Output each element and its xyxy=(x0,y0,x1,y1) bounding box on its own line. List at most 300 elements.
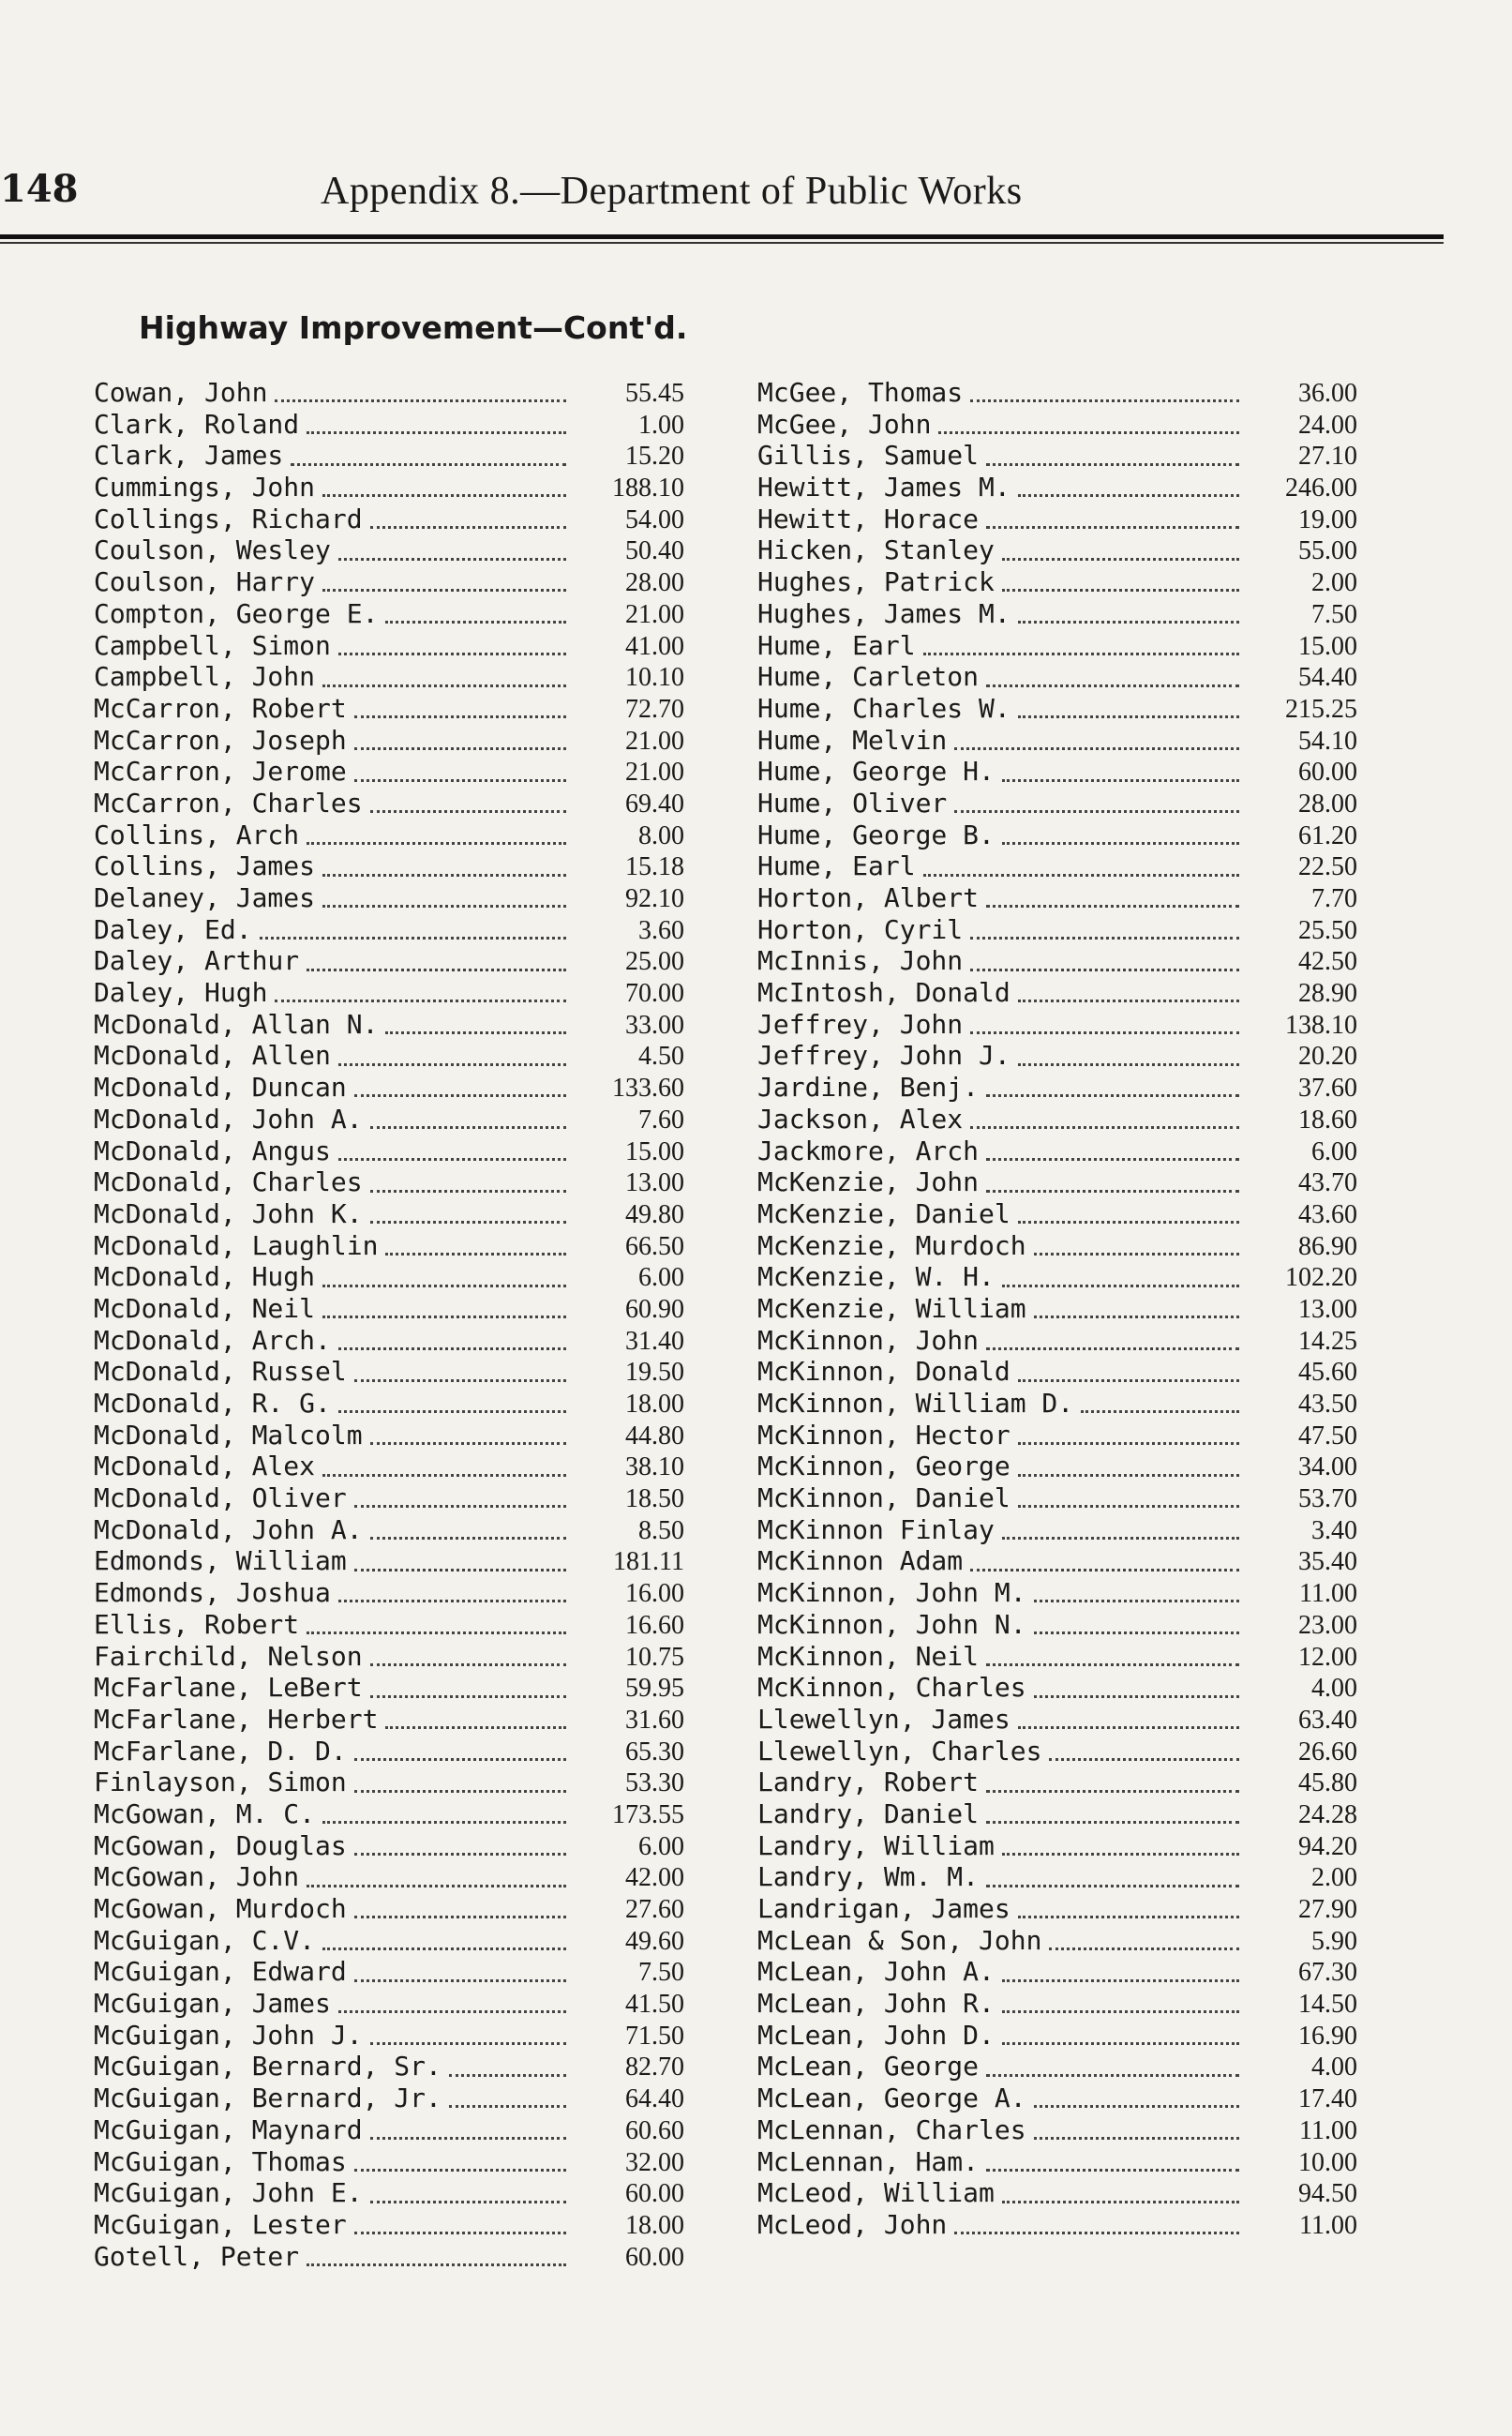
list-item xyxy=(757,1356,1357,1388)
dot-leader xyxy=(923,636,1239,655)
entry-name: Collins, Arch xyxy=(94,819,300,850)
entry-name: McLennan, Ham. xyxy=(757,2145,980,2177)
entry-name: McIntosh, Donald xyxy=(757,977,1010,1009)
entry-amount: 11.00 xyxy=(1299,2210,1357,2240)
entry-amount: 10.75 xyxy=(625,1642,684,1672)
dot-leader xyxy=(986,509,1239,529)
list-item xyxy=(757,377,1357,409)
entry-name: McFarlane, Herbert xyxy=(94,1703,379,1735)
list-item xyxy=(757,1893,1357,1925)
entry-name: McDonald, Russel xyxy=(94,1356,347,1388)
entry-amount: 2.00 xyxy=(1311,1863,1357,1893)
list-item xyxy=(94,820,684,851)
entry-name: Hume, Carleton xyxy=(757,661,980,693)
dot-leader xyxy=(938,414,1239,434)
dot-leader xyxy=(1002,1993,1239,2013)
entry-name: McDonald, Malcolm xyxy=(94,1419,363,1451)
dot-leader xyxy=(338,1141,566,1161)
list-item xyxy=(94,534,684,566)
entry-name: McLeod, John xyxy=(757,2208,948,2240)
dot-leader xyxy=(1018,1204,1239,1224)
entry-name: Hume, Earl xyxy=(757,850,916,882)
entry-amount: 64.40 xyxy=(625,2084,684,2114)
entry-name: McLean & Son, John xyxy=(757,1924,1042,1956)
dot-leader xyxy=(1018,1362,1239,1382)
dot-leader xyxy=(354,2152,566,2172)
entry-amount: 246.00 xyxy=(1285,474,1357,504)
list-item xyxy=(757,2083,1357,2114)
entry-amount: 63.40 xyxy=(1298,1705,1357,1735)
entry-name: McKinnon, Hector xyxy=(757,1419,1010,1451)
entry-amount: 24.28 xyxy=(1298,1799,1357,1829)
dot-leader xyxy=(970,1552,1239,1571)
list-item xyxy=(94,725,684,757)
entry-amount: 45.80 xyxy=(1298,1768,1357,1798)
list-item xyxy=(757,534,1357,566)
entry-amount: 26.60 xyxy=(1298,1737,1357,1767)
list-item xyxy=(94,1704,684,1736)
entry-name: McGee, John xyxy=(757,408,932,440)
dot-leader xyxy=(1049,1931,1239,1950)
dot-leader xyxy=(954,793,1239,813)
entry-amount: 133.60 xyxy=(612,1074,684,1104)
list-item xyxy=(757,820,1357,851)
list-item xyxy=(757,1798,1357,1830)
dot-leader xyxy=(449,2057,566,2077)
dot-leader xyxy=(986,1804,1239,1824)
entry-name: McLean, George A. xyxy=(757,2083,1026,2114)
entry-name: Hume, George H. xyxy=(757,756,995,788)
list-item xyxy=(757,472,1357,504)
dot-leader xyxy=(1081,1393,1239,1413)
entry-amount: 18.60 xyxy=(1298,1105,1357,1135)
list-item xyxy=(757,1261,1357,1293)
list-item xyxy=(94,1388,684,1420)
entry-amount: 94.50 xyxy=(1298,2179,1357,2209)
list-item xyxy=(757,693,1357,725)
entry-name: Compton, George E. xyxy=(94,597,379,629)
list-item xyxy=(94,1230,684,1262)
list-item xyxy=(94,1767,684,1798)
list-item xyxy=(94,630,684,662)
list-item xyxy=(94,1893,684,1925)
entry-name: Cummings, John xyxy=(94,472,316,504)
entry-name: McGuigan, Bernard, Sr. xyxy=(94,2051,442,2083)
entry-amount: 42.50 xyxy=(1298,947,1357,977)
entry-amount: 35.40 xyxy=(1298,1547,1357,1577)
dot-leader xyxy=(1002,2025,1239,2045)
entry-amount: 102.20 xyxy=(1285,1263,1357,1293)
entry-amount: 25.00 xyxy=(625,947,684,977)
list-item xyxy=(94,598,684,630)
entry-name: McGowan, Douglas xyxy=(94,1829,347,1861)
list-item xyxy=(94,1798,684,1830)
page-number: 148 xyxy=(0,167,79,211)
dot-leader xyxy=(1034,1678,1239,1698)
entry-amount: 33.00 xyxy=(625,1010,684,1040)
entry-name: McGuigan, Maynard xyxy=(94,2113,363,2145)
entry-amount: 4.00 xyxy=(1311,1674,1357,1704)
dot-leader xyxy=(307,414,566,434)
entry-name: Hewitt, James M. xyxy=(757,472,1010,504)
list-item xyxy=(94,1135,684,1167)
list-item xyxy=(757,1293,1357,1325)
dot-leader xyxy=(370,1520,566,1540)
dot-leader xyxy=(370,2120,566,2140)
entry-name: Daley, Arthur xyxy=(94,945,300,977)
dot-leader xyxy=(307,1615,566,1634)
entry-amount: 36.00 xyxy=(1298,379,1357,408)
entry-amount: 15.20 xyxy=(625,442,684,472)
dot-leader xyxy=(1034,1583,1239,1602)
entry-name: Landry, Wm. M. xyxy=(757,1861,980,1893)
list-item xyxy=(94,2020,684,2052)
dot-leader xyxy=(970,1015,1239,1034)
entry-name: McLean, George xyxy=(757,2051,980,2083)
entry-amount: 31.60 xyxy=(625,1705,684,1735)
entry-amount: 7.70 xyxy=(1311,884,1357,913)
dot-leader xyxy=(291,446,566,466)
list-item xyxy=(94,2146,684,2178)
list-item xyxy=(94,1988,684,2020)
dot-leader xyxy=(385,1015,566,1034)
entry-amount: 2.00 xyxy=(1311,568,1357,598)
list-item xyxy=(94,945,684,977)
entry-name: McGuigan, James xyxy=(94,1988,331,2020)
list-item xyxy=(757,1704,1357,1736)
entry-amount: 54.40 xyxy=(1298,663,1357,693)
dot-leader xyxy=(322,857,566,877)
entry-name: McGuigan, John J. xyxy=(94,2019,363,2051)
list-item xyxy=(94,914,684,946)
entry-amount: 37.60 xyxy=(1298,1074,1357,1104)
entry-name: McKinnon Adam xyxy=(757,1545,964,1577)
list-item xyxy=(94,377,684,409)
entry-name: Daley, Ed. xyxy=(94,913,252,945)
entry-amount: 3.40 xyxy=(1311,1515,1357,1545)
dot-leader xyxy=(338,1046,566,1066)
entry-amount: 25.50 xyxy=(1298,915,1357,945)
list-item xyxy=(757,945,1357,977)
entry-amount: 60.00 xyxy=(625,2179,684,2209)
list-item xyxy=(94,1451,684,1482)
list-item xyxy=(94,1293,684,1325)
entry-name: McKinnon, Charles xyxy=(757,1672,1026,1704)
entry-name: McGuigan, Lester xyxy=(94,2208,347,2240)
dot-leader xyxy=(322,1931,566,1950)
dot-leader xyxy=(370,793,566,813)
list-item xyxy=(94,2177,684,2209)
entry-name: Campbell, Simon xyxy=(94,629,331,661)
list-item xyxy=(94,1545,684,1577)
dot-leader xyxy=(354,2215,566,2234)
list-item xyxy=(757,725,1357,757)
list-item xyxy=(757,661,1357,693)
entry-amount: 12.00 xyxy=(1298,1642,1357,1672)
entry-name: McGuigan, Bernard, Jr. xyxy=(94,2083,442,2114)
entry-name: Hume, George B. xyxy=(757,819,995,850)
dot-leader xyxy=(370,2184,566,2203)
list-item xyxy=(757,788,1357,820)
entry-name: McCarron, Joseph xyxy=(94,724,347,756)
entry-name: McLean, John D. xyxy=(757,2019,995,2051)
entry-name: Hume, Earl xyxy=(757,629,916,661)
dot-leader xyxy=(970,920,1239,940)
entry-amount: 86.90 xyxy=(1298,1231,1357,1261)
entry-amount: 67.30 xyxy=(1298,1958,1357,1988)
list-item xyxy=(757,1988,1357,2020)
entry-amount: 1.00 xyxy=(638,410,684,440)
list-item xyxy=(757,1072,1357,1104)
entry-amount: 16.60 xyxy=(625,1610,684,1640)
entry-name: Hicken, Stanley xyxy=(757,534,995,566)
dot-leader xyxy=(275,983,566,1002)
entry-amount: 6.00 xyxy=(1311,1136,1357,1166)
list-item xyxy=(757,504,1357,535)
dot-leader xyxy=(354,1899,566,1918)
entry-amount: 53.70 xyxy=(1298,1484,1357,1514)
dot-leader xyxy=(1002,1836,1239,1856)
entry-amount: 49.60 xyxy=(625,1926,684,1956)
entry-amount: 28.90 xyxy=(1298,979,1357,1009)
entry-amount: 41.00 xyxy=(625,631,684,661)
entry-name: McKinnon, Daniel xyxy=(757,1482,1010,1514)
entry-name: Hewitt, Horace xyxy=(757,503,980,534)
dot-leader xyxy=(923,857,1239,877)
list-item xyxy=(757,1767,1357,1798)
list-item xyxy=(94,1040,684,1072)
list-item xyxy=(94,1072,684,1104)
entry-amount: 27.90 xyxy=(1298,1895,1357,1924)
list-item xyxy=(94,1672,684,1704)
list-item xyxy=(757,1040,1357,1072)
dot-leader xyxy=(307,1868,566,1887)
dot-leader xyxy=(1018,1488,1239,1508)
entry-amount: 43.50 xyxy=(1298,1390,1357,1419)
list-item xyxy=(94,1198,684,1230)
entry-amount: 54.10 xyxy=(1298,726,1357,756)
dot-leader xyxy=(1034,1236,1239,1256)
dot-leader xyxy=(1049,1741,1239,1761)
entry-amount: 6.00 xyxy=(638,1831,684,1861)
list-item xyxy=(757,2114,1357,2146)
list-item xyxy=(94,1261,684,1293)
entry-name: Horton, Albert xyxy=(757,882,980,913)
list-item xyxy=(94,409,684,441)
list-item xyxy=(94,566,684,598)
dot-leader xyxy=(1002,762,1239,782)
list-item xyxy=(757,1830,1357,1862)
entry-name: Jackmore, Arch xyxy=(757,1135,980,1166)
dot-leader xyxy=(1002,1962,1239,1982)
entry-name: Landry, William xyxy=(757,1829,995,1861)
entry-amount: 7.60 xyxy=(638,1105,684,1135)
list-item xyxy=(757,2146,1357,2178)
dot-leader xyxy=(370,2025,566,2045)
entry-amount: 16.00 xyxy=(625,1579,684,1609)
list-item xyxy=(94,1104,684,1135)
list-item xyxy=(94,1830,684,1862)
dot-leader xyxy=(322,1299,566,1318)
list-item xyxy=(757,1482,1357,1514)
dot-leader xyxy=(1034,2120,1239,2140)
entry-name: Coulson, Harry xyxy=(94,566,316,598)
entry-name: Jeffrey, John J. xyxy=(757,1040,1010,1072)
dot-leader xyxy=(322,477,566,497)
list-item xyxy=(757,1514,1357,1546)
entry-amount: 15.18 xyxy=(625,852,684,882)
entry-name: Horton, Cyril xyxy=(757,913,964,945)
list-item xyxy=(94,2241,684,2273)
dot-leader xyxy=(307,2247,566,2266)
entry-name: Collings, Richard xyxy=(94,503,363,534)
dot-leader xyxy=(354,1962,566,1982)
entry-name: McLean, John A. xyxy=(757,1956,995,1988)
list-item xyxy=(94,1577,684,1609)
entry-name: Ellis, Robert xyxy=(94,1608,300,1640)
entry-name: Coulson, Wesley xyxy=(94,534,331,566)
dot-leader xyxy=(322,668,566,687)
entry-amount: 27.10 xyxy=(1298,442,1357,472)
entry-name: McDonald, Arch. xyxy=(94,1324,331,1356)
list-item xyxy=(757,1609,1357,1641)
dot-leader xyxy=(370,1109,566,1129)
entry-name: McDonald, R. G. xyxy=(94,1388,331,1419)
dot-leader xyxy=(354,1773,566,1793)
dot-leader xyxy=(986,1173,1239,1193)
dot-leader xyxy=(1034,1615,1239,1634)
entry-name: McFarlane, LeBert xyxy=(94,1672,363,1704)
list-item xyxy=(757,1451,1357,1482)
dot-leader xyxy=(986,1141,1239,1161)
dot-leader xyxy=(307,952,566,971)
dot-leader xyxy=(970,383,1239,402)
entry-amount: 82.70 xyxy=(625,2053,684,2083)
entry-name: McDonald, Alex xyxy=(94,1451,316,1482)
list-item xyxy=(757,882,1357,914)
entry-name: Jardine, Benj. xyxy=(757,1072,980,1104)
entry-amount: 43.60 xyxy=(1298,1199,1357,1229)
list-item xyxy=(757,1325,1357,1357)
entry-amount: 60.00 xyxy=(625,2242,684,2272)
list-item xyxy=(94,693,684,725)
dot-leader xyxy=(322,888,566,908)
entry-name: McKinnon Finlay xyxy=(757,1513,995,1545)
list-item xyxy=(757,1577,1357,1609)
dot-leader xyxy=(1018,1709,1239,1729)
entry-amount: 3.60 xyxy=(638,915,684,945)
dot-leader xyxy=(954,2215,1239,2234)
dot-leader xyxy=(986,888,1239,908)
entry-name: McDonald, Allen xyxy=(94,1040,331,1072)
entry-name: McGowan, M. C. xyxy=(94,1797,316,1829)
entry-name: Jackson, Alex xyxy=(757,1103,964,1135)
list-item xyxy=(94,2209,684,2241)
list-item xyxy=(94,882,684,914)
dot-leader xyxy=(1018,477,1239,497)
list-item xyxy=(757,630,1357,662)
dot-leader xyxy=(1018,1425,1239,1445)
entry-name: Clark, Roland xyxy=(94,408,300,440)
entry-name: McGuigan, C.V. xyxy=(94,1924,316,1956)
list-item xyxy=(757,1672,1357,1704)
list-item xyxy=(757,1230,1357,1262)
list-item xyxy=(757,598,1357,630)
list-item xyxy=(757,1861,1357,1893)
list-item xyxy=(757,566,1357,598)
entry-amount: 94.20 xyxy=(1298,1831,1357,1861)
dot-leader xyxy=(370,1678,566,1698)
entry-amount: 14.25 xyxy=(1298,1326,1357,1356)
entry-amount: 19.00 xyxy=(1298,504,1357,534)
list-item xyxy=(757,2209,1357,2241)
list-item xyxy=(94,1609,684,1641)
list-item xyxy=(757,1545,1357,1577)
list-item xyxy=(94,977,684,1009)
dot-leader xyxy=(354,1552,566,1571)
list-item xyxy=(94,1925,684,1957)
entry-name: Finlayson, Simon xyxy=(94,1767,347,1798)
list-item xyxy=(757,1641,1357,1673)
list-item xyxy=(94,1356,684,1388)
list-item xyxy=(94,1861,684,1893)
entry-amount: 44.80 xyxy=(625,1421,684,1451)
entry-name: Hume, Charles W. xyxy=(757,692,1010,724)
entry-amount: 43.70 xyxy=(1298,1168,1357,1198)
entry-amount: 41.50 xyxy=(625,1990,684,2020)
entry-amount: 60.00 xyxy=(1298,758,1357,788)
entry-name: McKenzie, Murdoch xyxy=(757,1229,1026,1261)
entry-amount: 47.50 xyxy=(1298,1421,1357,1451)
entry-name: McGowan, John xyxy=(94,1861,300,1893)
entry-amount: 7.50 xyxy=(1311,599,1357,629)
entry-name: McDonald, Duncan xyxy=(94,1072,347,1104)
dot-leader xyxy=(260,920,566,940)
dot-leader xyxy=(338,636,566,655)
list-item xyxy=(94,1325,684,1357)
entry-amount: 24.00 xyxy=(1298,410,1357,440)
entry-name: McDonald, John K. xyxy=(94,1197,363,1229)
entry-name: McDonald, John A. xyxy=(94,1103,363,1135)
list-item xyxy=(94,1482,684,1514)
entry-name: McKenzie, W. H. xyxy=(757,1261,995,1293)
dot-leader xyxy=(986,2057,1239,2077)
dot-leader xyxy=(449,2088,566,2108)
dot-leader xyxy=(1034,1299,1239,1318)
page-title: Appendix 8.—Department of Public Works xyxy=(321,170,1023,213)
entry-amount: 21.00 xyxy=(625,726,684,756)
entry-name: Hume, Oliver xyxy=(757,787,948,819)
entry-amount: 18.50 xyxy=(625,1484,684,1514)
dot-leader xyxy=(1002,1268,1239,1287)
entry-name: McDonald, Oliver xyxy=(94,1482,347,1514)
list-item xyxy=(94,1166,684,1198)
entry-name: Hughes, James M. xyxy=(757,597,1010,629)
dot-leader xyxy=(970,1109,1239,1129)
dot-leader xyxy=(275,383,566,402)
entry-amount: 31.40 xyxy=(625,1326,684,1356)
list-item xyxy=(94,1641,684,1673)
list-item xyxy=(757,1166,1357,1198)
entry-amount: 18.00 xyxy=(625,1390,684,1419)
dot-leader xyxy=(970,952,1239,971)
entry-amount: 5.90 xyxy=(1311,1926,1357,1956)
entry-name: McDonald, Hugh xyxy=(94,1261,316,1293)
dot-leader xyxy=(986,1331,1239,1350)
list-item xyxy=(94,2114,684,2146)
list-item xyxy=(94,1736,684,1767)
list-item xyxy=(94,661,684,693)
